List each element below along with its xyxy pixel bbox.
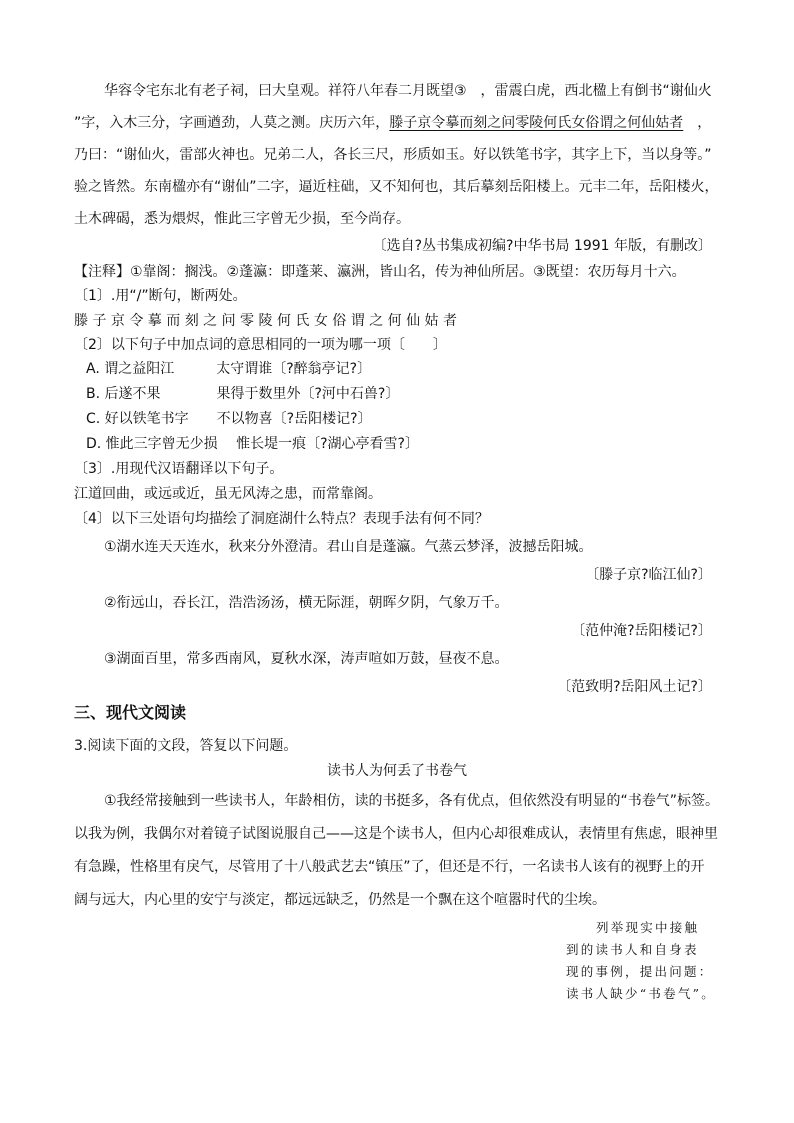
question-3-sentence: 江道回曲，或远或近，虽无风涛之患，而常靠阁。 (74, 486, 382, 502)
quote-2: ②衔远山，吞长江，浩浩汤汤，横无际涯，朝晖夕阴，气象万千。 (104, 595, 509, 611)
question-3-prompt: 〔3〕.用现代汉语翻译以下句子。 (74, 461, 284, 477)
margin-note-line-3: 现的事例，提出问题： (566, 964, 714, 979)
margin-note-line-1: 列举现实中接触 (596, 920, 700, 935)
passage-line-2-end: ， (683, 115, 712, 131)
quote-1-source: 〔滕子京?临江仙?〕 (585, 567, 712, 583)
passage-line-2-start: ”字，入木三分，字画遒劲，人莫之测。庆历六年， (74, 115, 390, 131)
passage-line-1: 华容令宅东北有老子祠，曰大皇观。祥符八年春二月既望③ ，雷震白虎，西北楹上有倒书“谢仙火 (104, 83, 712, 99)
option-a: A. 谓之益阳江 太守谓谁〔?醉翁亭记?〕 (86, 361, 372, 377)
option-b: B. 后遂不果 果得于数里外〔?河中石兽?〕 (86, 386, 400, 402)
question-2-prompt: 〔2〕以下句子中加点词的意思相同的一项为哪一项〔 〕 (74, 337, 447, 353)
option-c: C. 好以铁笔书字 不以物喜〔?岳阳楼记?〕 (86, 411, 372, 427)
passage-line-5: 土木碑碣，悉为煨烬，惟此三字曾无少损，至今尚存。 (74, 211, 410, 227)
quote-1: ①湖水连天天连水，秋来分外澄清。君山自是蓬瀛。气蒸云梦泽，波撼岳阳城。 (104, 539, 593, 555)
notes: 【注释】①靠阁：搁浅。②蓬瀛：即蓬莱、瀛洲，皆山名，传为神仙所居。③既望：农历每月十六。 (74, 264, 686, 280)
margin-note-line-2: 到的读书人和自身表 (566, 942, 699, 957)
quote-3-source: 〔范致明?岳阳风土记?〕 (557, 679, 712, 695)
passage-line-2 (74, 114, 711, 132)
quote-3: ③湖面百里，常多西南风，夏秋水深，涛声喧如万鼓，昼夜不息。 (104, 651, 509, 667)
passage-line-4: 验之皆然。东南楹亦有“谢仙”二字，逼近柱础，又不知何也，其后摹刻岳阳楼上。元丰二年，岳阳楼火， (74, 179, 719, 195)
question-1-prompt: 〔1〕.用“/”断句，断两处。 (74, 288, 247, 304)
passage-source: 〔选自?丛书集成初编?中华书局 1991 年版，有删改〕 (372, 238, 712, 254)
article-paragraph-line-1: ①我经常接触到一些读书人，年龄相仿，读的书挺多，各有优点，但依然没有明显的“书卷气”标签。 (104, 793, 720, 809)
article-paragraph-line-4: 阔与远大，内心里的安宁与淡定，都远远缺乏，仍然是一个飘在这个喧嚣时代的尘埃。 (74, 892, 606, 908)
question-1-sentence: 滕 子 京 令 摹 而 刻 之 问 零 陵 何 氏 女 俗 谓 之 何 仙 姑 者 (74, 313, 458, 329)
question-4-prompt: 〔4〕以下三处语句均描绘了洞庭湖什么特点？表现手法有何不同？ (74, 511, 489, 527)
section-heading: 三、现代文阅读 (74, 703, 187, 722)
quote-2-source: 〔范仲淹?岳阳楼记?〕 (571, 623, 712, 639)
margin-note-line-4: 读书人缺少“书卷气”。 (566, 986, 717, 1001)
underlined-sentence: 滕子京令摹而刻之问零陵何氏女俗谓之何仙姑者 (389, 115, 684, 131)
option-d: D. 惟此三字曾无少损 惟长堤一痕〔?湖心亭看雪?〕 (86, 436, 419, 452)
article-title: 读书人为何丢了书卷气 (327, 763, 467, 779)
section-instruction: 3.阅读下面的文段，答复以下问题。 (74, 738, 298, 754)
passage-line-3: 乃曰：“谢仙火，雷部火神也。兄弟二人，各长三尺，形质如玉。好以铁笔书字，其字上下，当以身等。” (74, 147, 712, 163)
article-paragraph-line-2: 以我为例，我偶尔对着镜子试图说服自己——这是个读书人，但内心却很难成认，表情里有焦虑，眼神里 (74, 826, 718, 842)
article-paragraph-line-3: 有急躁，性格里有戾气，尽管用了十八般武艺去“镇压”了，但还是不行，一名读书人该有的视野上的开 (74, 859, 705, 875)
